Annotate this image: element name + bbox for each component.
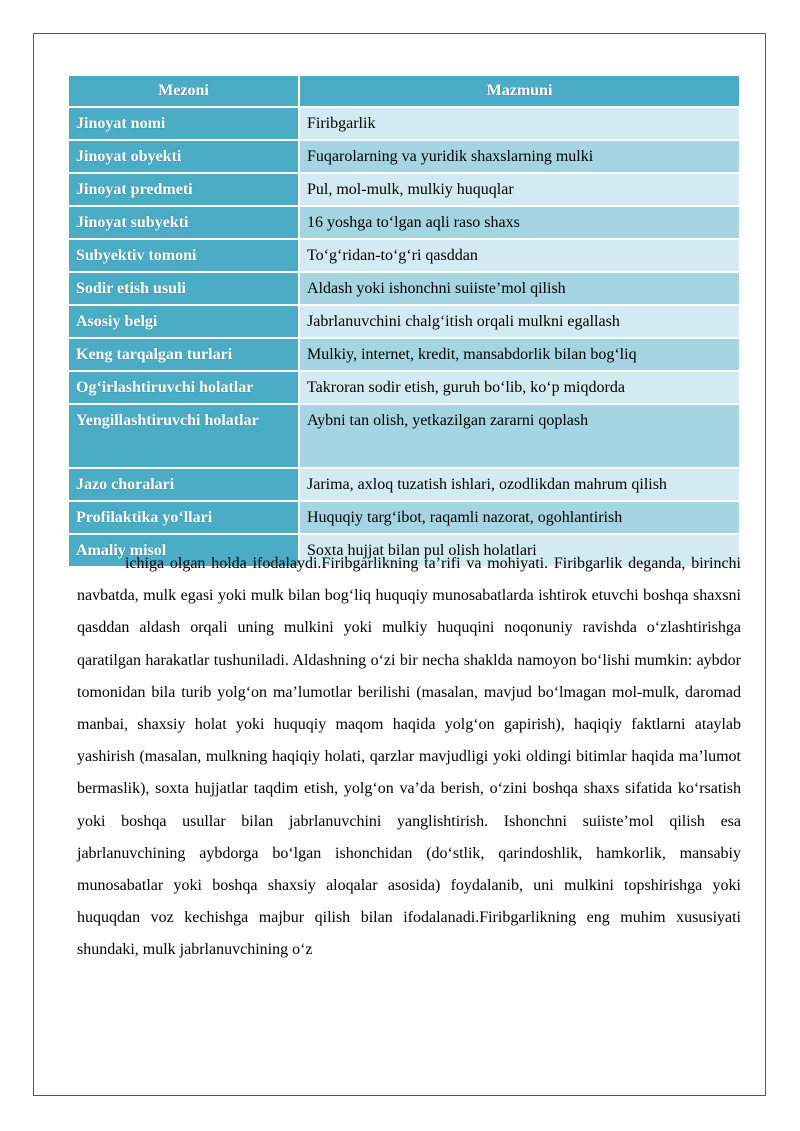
row-content: Firibgarlik (300, 108, 739, 141)
row-content: 16 yoshga to‘lgan aqli raso shaxs (300, 207, 739, 240)
row-criterion: Keng tarqalgan turlari (69, 339, 300, 372)
table-row (69, 339, 739, 372)
header-criterion: Mezoni (69, 76, 300, 108)
row-content: Soxta hujjat bilan pul olish holatlari (300, 535, 739, 568)
row-criterion: Asosiy belgi (69, 306, 300, 339)
row-content: Huquqiy targ‘ibot, raqamli nazorat, ogohlantirish (300, 502, 739, 535)
row-content: Pul, mol-mulk, mulkiy huquqlar (300, 174, 739, 207)
table-row (69, 108, 739, 141)
row-criterion: Jinoyat obyekti (69, 141, 300, 174)
row-criterion: Jinoyat predmeti (69, 174, 300, 207)
criteria-table (69, 76, 739, 568)
row-content: To‘g‘ridan-to‘g‘ri qasddan (300, 240, 739, 273)
row-criterion: Jinoyat nomi (69, 108, 300, 141)
table-row (69, 273, 739, 306)
row-criterion: Profilaktika yo‘llari (69, 502, 300, 535)
table-header-row (69, 76, 739, 108)
table-row (69, 405, 739, 469)
row-content: Jabrlanuvchini chalg‘itish orqali mulkni egallash (300, 306, 739, 339)
row-criterion: Amaliy misol (69, 535, 300, 568)
row-content: Fuqarolarning va yuridik shaxslarning mulki (300, 141, 739, 174)
table-row (69, 372, 739, 405)
header-content: Mazmuni (300, 76, 739, 108)
table-row (69, 502, 739, 535)
row-criterion: Og‘irlashtiruvchi holatlar (69, 372, 300, 405)
row-criterion: Yengillashtiruvchi holatlar (69, 405, 300, 469)
body-paragraph: ichiga olgan holda ifodalaydi.Firibgarlikning ta’rifi va mohiyati. Firibgarlik deganda, birinchi navbatda, mulk egasi yoki mulk bilan bog‘liq huquqiy munosabatlarda ishtirok etuvchi boshqa shaxsni qasddan aldash orqali uning mulkini yoki mulkiy huquqini noqonuniy ravishda o‘zlashtirishga qaratilgan harakatlar tushuniladi. Aldashning o‘zi bir necha shaklda namoyon bo‘lishi mumkin: aybdor tomonidan bila turib yolg‘on ma’lumotlar berilishi (masalan, mavjud bo‘lmagan mol-mulk, daromad manbai, shaxsiy holat yoki huquqiy maqom haqida yolg‘on gapirish), haqiqiy faktlarni ataylab yashirish (masalan, mulkning haqiqiy holati, qarzlar mavjudligi yoki oldingi bitimlar haqida ma’lumot bermaslik), soxta hujjatlar taqdim etish, yolg‘on va’da berish, o‘zini boshqa shaxs sifatida ko‘rsatish yoki boshqa usullar bilan jabrlanuvchini yanglishtirish. Ishonchni suiiste’mol qilish esa jabrlanuvchining aybdorga bo‘lgan ishonchidan (do‘stlik, qarindoshlik, hamkorlik, mansabiy munosabatlar yoki boshqa shaxsiy aloqalar asosida) foydalanib, uni mulkini topshirishga yoki huquqdan voz kechishga majbur qilish bilan ifodalanadi.Firibgarlikning eng muhim xususiyati shundaki, mulk jabrlanuvchining o‘z (77, 555, 741, 959)
row-criterion: Jazo choralari (69, 469, 300, 502)
table-row (69, 469, 739, 502)
row-content: Aldash yoki ishonchni suiiste’mol qilish (300, 273, 739, 306)
row-content: Takroran sodir etish, guruh bo‘lib, ko‘p miqdorda (300, 372, 739, 405)
row-criterion: Sodir etish usuli (69, 273, 300, 306)
table-row (69, 174, 739, 207)
table-row (69, 306, 739, 339)
table-row (69, 207, 739, 240)
table-row (69, 240, 739, 273)
row-criterion: Jinoyat subyekti (69, 207, 300, 240)
row-content: Aybni tan olish, yetkazilgan zararni qoplash (300, 405, 739, 469)
row-content: Mulkiy, internet, kredit, mansabdorlik bilan bog‘liq (300, 339, 739, 372)
table-row (69, 141, 739, 174)
row-content: Jarima, axloq tuzatish ishlari, ozodlikdan mahrum qilish (300, 469, 739, 502)
row-criterion: Subyektiv tomoni (69, 240, 300, 273)
